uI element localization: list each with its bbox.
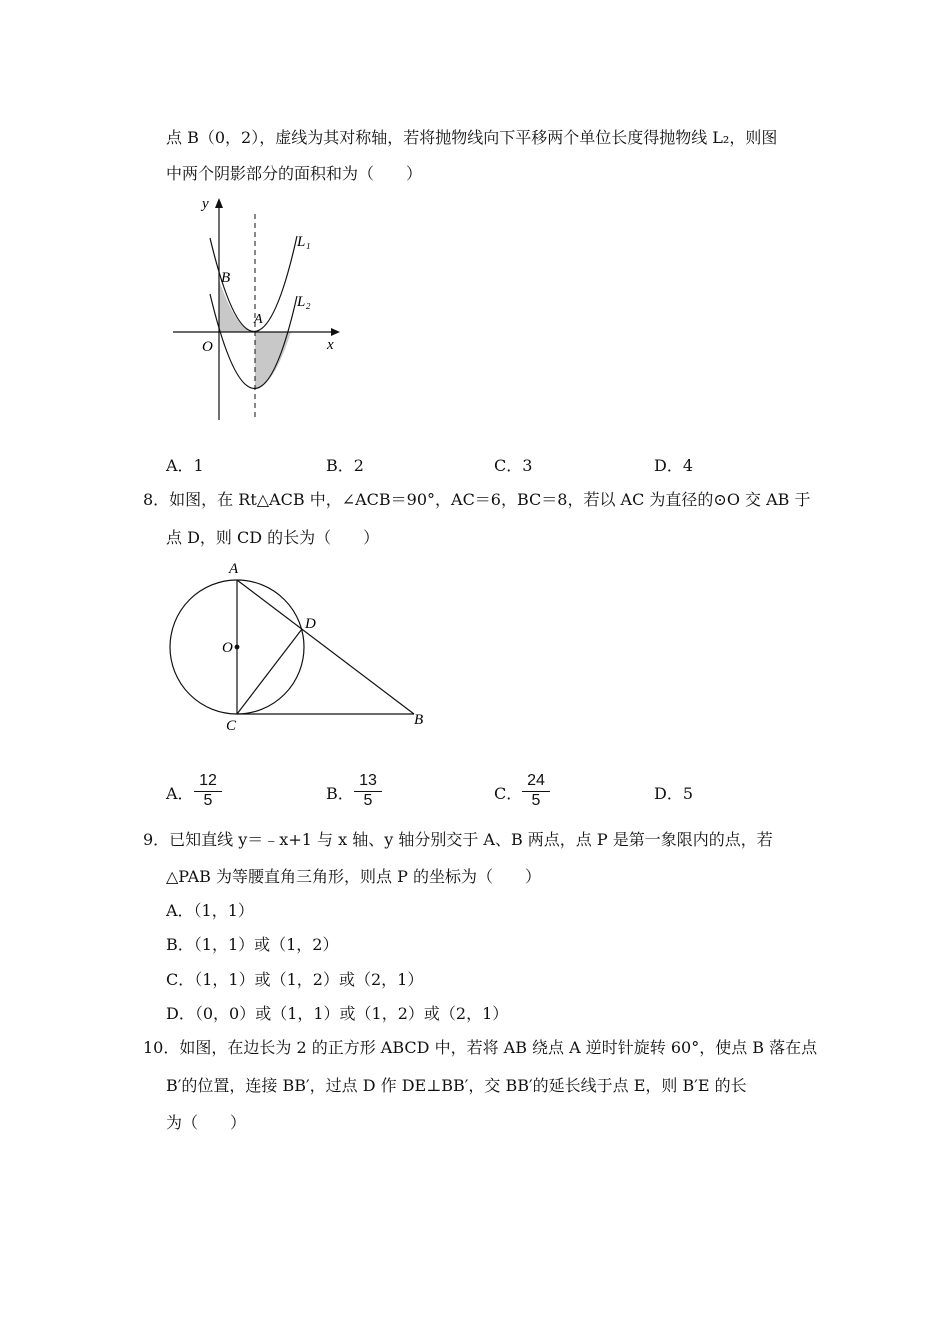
q7-text-line2: 中两个阴影部分的面积和为（ ） (166, 164, 423, 183)
q9-option-d: D．（0，0）或（1，1）或（1，2）或（2，1） (166, 1004, 509, 1023)
q7-y-axis-arrow (215, 198, 223, 208)
q7-x-axis-arrow (331, 328, 340, 336)
q9-text-line1: 9．已知直线 y＝﹣x+1 与 x 轴、y 轴分别交于 A、B 两点，点 P 是第一象限内的点，若 (143, 830, 773, 849)
q8-option-b-denominator: 5 (363, 792, 373, 809)
q10-text-line1: 10．如图，在边长为 2 的正方形 ABCD 中，若将 AB 绕点 A 逆时针旋转 60°，使点 B 落在点 (143, 1038, 818, 1057)
q8-option-b-fraction (354, 772, 382, 810)
q8-center-point (235, 645, 240, 650)
q8-option-d-value: 5 (682, 784, 694, 803)
q9-text-line2: △PAB 为等腰直角三角形，则点 P 的坐标为（ ） (166, 867, 541, 886)
q7-option-c: C．3 (494, 456, 533, 475)
q8-option-d-letter: D． (654, 784, 683, 803)
q8-option-c-denominator: 5 (531, 792, 541, 809)
q8-label-C: C (226, 718, 237, 734)
q8-option-a-fraction (194, 772, 222, 810)
q8-label-O: O (222, 640, 233, 656)
q8-label-A: A (229, 561, 239, 577)
q9-option-b: B．（1，1）或（1，2） (166, 935, 339, 954)
q7-label-L1: L₁ (297, 234, 311, 250)
q8-option-b-numerator: 13 (354, 772, 382, 792)
q7-option-d: D．4 (654, 456, 694, 475)
q8-segment-AB (237, 580, 414, 714)
q8-text-line1: 8．如图，在 Rt△ACB 中，∠ACB＝90°，AC＝6，BC＝8，若以 AC 为直径的⊙O 交 AB 于 (143, 490, 811, 509)
q7-label-L2: L₂ (297, 294, 311, 310)
q7-option-a: A．1 (166, 456, 204, 475)
q10-text-line3: 为（ ） (166, 1113, 247, 1132)
q10-text-line2: B′的位置，连接 BB′，过点 D 作 DE⊥BB′，交 BB′的延长线于点 E，则 B′E 的长 (166, 1076, 747, 1095)
q8-option-d (654, 784, 693, 804)
q8-option-c-numerator: 24 (522, 772, 550, 792)
q8-circle-triangle-figure (160, 556, 440, 736)
q8-option-a-letter: A． (166, 784, 194, 803)
q7-label-B: B (221, 270, 231, 286)
q7-parabola-figure (165, 192, 355, 424)
q7-text-line1: 点 B（0，2），虚线为其对称轴，若将抛物线向下平移两个单位长度得抛物线 L₂，则图 (166, 128, 778, 147)
q8-option-a-denominator: 5 (203, 792, 213, 809)
q8-label-D: D (305, 616, 316, 632)
q8-option-c-letter: C． (494, 784, 523, 803)
q8-option-b-letter: B． (326, 784, 354, 803)
q8-segment-CD (237, 629, 302, 714)
q8-option-c-fraction (522, 772, 550, 810)
q8-text-line2: 点 D，则 CD 的长为（ ） (166, 528, 380, 547)
q7-label-O: O (202, 339, 213, 355)
q7-label-y: y (202, 196, 209, 212)
q7-label-A: A (254, 312, 263, 327)
q7-option-b: B．2 (326, 456, 364, 475)
q8-option-a-numerator: 12 (194, 772, 222, 792)
q9-option-c: C．（1，1）或（1，2）或（2，1） (166, 970, 424, 989)
q9-option-a: A．（1，1） (166, 901, 254, 920)
q8-label-B: B (414, 712, 424, 728)
q7-label-x: x (327, 337, 334, 353)
